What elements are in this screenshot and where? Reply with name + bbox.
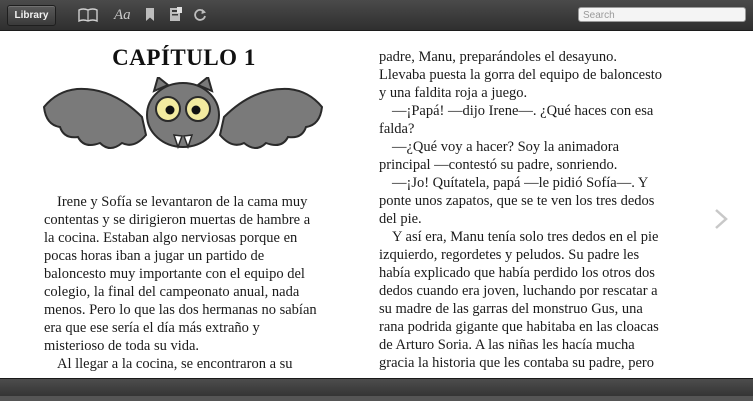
search-input[interactable]: Search	[578, 7, 746, 22]
paragraph: —¡Papá! —dijo Irene—. ¿Qué haces con esa falda?	[379, 103, 654, 137]
text-column-left	[44, 193, 319, 373]
text-column-right	[379, 48, 665, 372]
paragraph: —¿Qué voy a hacer? Soy la animadora principal —contestó su padre, sonriendo.	[379, 139, 620, 173]
paragraph: Al llegar a la cocina, se encontraron a su	[57, 356, 293, 372]
reader-bottom-bar	[0, 378, 753, 401]
font-size-icon[interactable]: Aa	[114, 7, 131, 23]
progress-track[interactable]	[0, 396, 753, 401]
chapter-title: CAPÍTULO 1	[112, 45, 256, 70]
paragraph: padre, Manu, preparándoles el desayuno. Llevaba puesta la gorra del equipo de baloncesto y una faldita roja a juego.	[379, 49, 663, 101]
reader-toolbar	[0, 0, 753, 31]
paragraph: Irene y Sofía se levantaron de la cama muy contentas y se dirigieron muertas de hambre a la cocina. Estaban algo nerviosas porque en pocas horas iban a jugar un partido de baloncesto muy importante con el equipo del colegio, la final del campeonato anual, nada menos. Pero lo que las dos hermanas no sabían era que ese sería el día más extraño y misterioso de toda su vida.	[44, 194, 317, 354]
paragraph: Y así era, Manu tenía solo tres dedos en el pie izquierdo, regordetes y peludos. Su padre les había explicado que había perdido los otros dos dedos cuando era joven, luchando por rescatar a su madre de las garras del monstruo Gus, una rana podrida gigante que habitaba en las cloacas de Arturo Soria. A las niñas les hacía mucha gracia la historia que les contaba su padre, pero	[379, 229, 659, 371]
notes-icon[interactable]	[169, 7, 183, 23]
bat-illustration	[42, 77, 324, 157]
library-button[interactable]: Library	[7, 5, 56, 26]
bookmark-icon[interactable]	[145, 8, 155, 24]
book-icon[interactable]	[78, 7, 98, 23]
paragraph: —¡Jo! Quítatela, papá —le pidió Sofía—. Y ponte unos zapatos, que se te ven los tres dedos del pie.	[379, 175, 655, 227]
refresh-icon[interactable]	[193, 8, 207, 24]
next-page-arrow-icon[interactable]	[713, 208, 729, 230]
